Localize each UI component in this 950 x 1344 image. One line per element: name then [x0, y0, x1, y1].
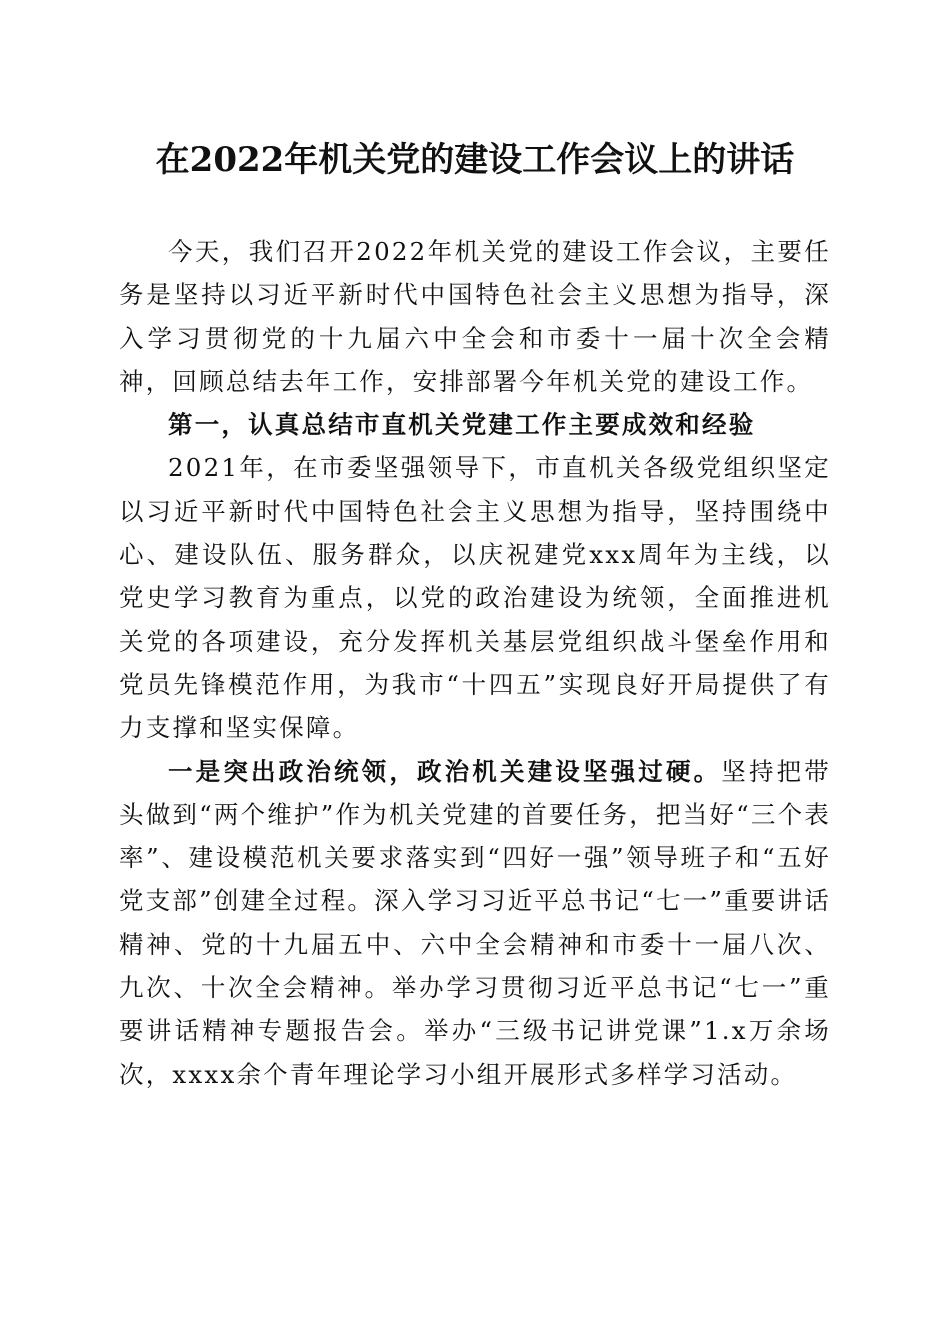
point-lead: 一是突出政治统领，政治机关建设坚强过硬。 [168, 756, 722, 786]
summary-paragraph: 2021年，在市委坚强领导下，市直机关各级党组织坚定以习近平新时代中国特色社会主义思想为指导，坚持围绕中心、建设队伍、服务群众，以庆祝建党xxx周年为主线，以党史学习教育为重点，以党的政治建设为统领，全面推进机关党的各项建设，充分发挥机关基层党组织战斗堡垒作用和党员先锋模范作用，为我市“十四五”实现良好开局提供了有力支撑和坚实保障。 [119, 453, 831, 743]
document-title: 在2022年机关党的建设工作会议上的讲话 [155, 140, 795, 180]
intro-paragraph: 今天，我们召开2022年机关党的建设工作会议，主要任务是坚持以习近平新时代中国特色社会主义思想为指导，深入学习贯彻党的十九届六中全会和市委十一届十次全会精神，回顾总结去年工作，安排部署今年机关党的建设工作。 [119, 237, 831, 396]
point-paragraph [119, 750, 831, 1096]
point-body: 坚持把带头做到“两个维护”作为机关党建的首要任务，把当好“三个表率”、建设模范机关要求落实到“四好一强”领导班子和“五好党支部”创建全过程。深入学习习近平总书记“七一”重要讲话精神、党的十九届五中、六中全会精神和市委十一届八次、九次、十次全会精神。举办学习贯彻习近平总书记“七一”重要讲话精神专题报告会。举办“三级书记讲党课”1.x万余场次，xxxx余个青年理论学习小组开展形式多样学习活动。 [119, 756, 831, 1089]
section-heading: 第一，认真总结市直机关党建工作主要成效和经验 [168, 410, 756, 440]
document-body [119, 230, 831, 1096]
